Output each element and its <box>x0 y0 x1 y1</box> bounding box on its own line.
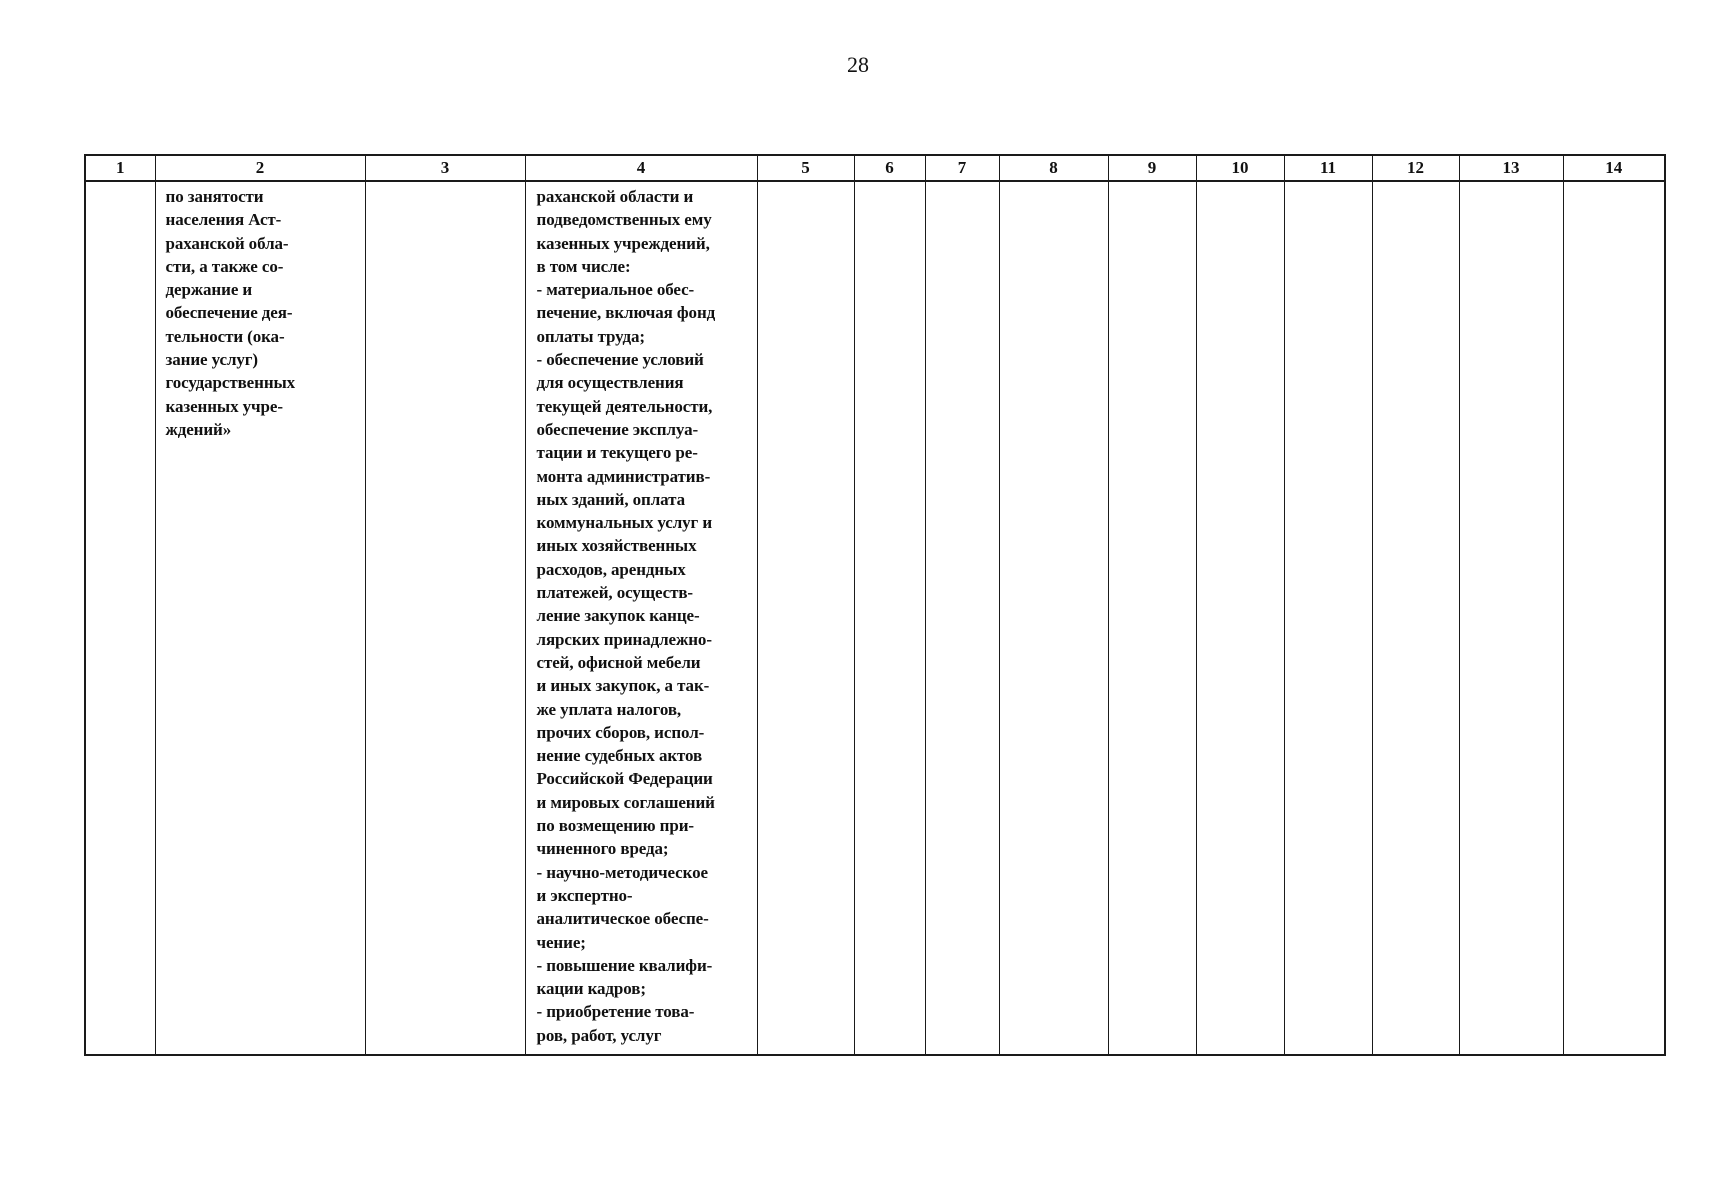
column-header: 2 <box>155 155 365 181</box>
table-container <box>84 154 1664 1056</box>
cell-text-details: раханской области и подведомственных ему казенных учреждений, в том числе: - материальное обес- печение, включая фонд оплаты труда; - обеспечение условий для осуществления текущей деятельности, обеспечение эксплуа- тации и текущего ре- монта административ- ных зданий, оплата коммунальных услуг и иных хозяйственных расходов, арендных платежей, осуществ- ление закупок канце- лярских принадлежно- стей, офисной мебели и иных закупок, а так- же уплата налогов, прочих сборов, испол- нение судебных актов Российской Федерации и мировых соглашений по возмещению при- чиненного вреда; - научно-методическое и экспертно- аналитическое обеспе- чение; - повышение квалифи- кации кадров; - приобретение това- ров, работ, услуг <box>536 187 716 1045</box>
cell-text <box>86 182 155 185</box>
cell-text <box>1285 182 1372 185</box>
table-row <box>85 181 1665 1055</box>
column-header: 7 <box>925 155 999 181</box>
column-header: 3 <box>365 155 525 181</box>
cell-text <box>1564 182 1665 185</box>
column-header: 4 <box>525 155 757 181</box>
table-cell-col10 <box>1196 181 1284 1055</box>
page-number: 28 <box>847 52 869 77</box>
table-cell-col7 <box>925 181 999 1055</box>
cell-text-description: по занятости населения Аст- раханской обла- сти, а также со- держание и обеспечение дея- тельности (ока- зание услуг) государственных казенных учре- ждений» <box>165 187 296 439</box>
table-cell-col14 <box>1563 181 1665 1055</box>
column-header: 14 <box>1563 155 1665 181</box>
table-cell-col6 <box>854 181 925 1055</box>
table-cell-col8 <box>999 181 1108 1055</box>
table-cell-col4 <box>525 181 757 1055</box>
table-cell-col13 <box>1459 181 1563 1055</box>
cell-text <box>366 182 525 185</box>
table-cell-col5 <box>757 181 854 1055</box>
header-row <box>85 155 1665 181</box>
table-cell-col2 <box>155 181 365 1055</box>
column-header: 5 <box>757 155 854 181</box>
column-header: 1 <box>85 155 155 181</box>
cell-text <box>1109 182 1196 185</box>
cell-text <box>1460 182 1563 185</box>
table-cell-col3 <box>365 181 525 1055</box>
cell-text <box>1000 182 1108 185</box>
table-cell-col1 <box>85 181 155 1055</box>
cell-text <box>855 182 925 185</box>
table-cell-col9 <box>1108 181 1196 1055</box>
cell-text <box>758 182 854 185</box>
column-header: 10 <box>1196 155 1284 181</box>
column-header: 13 <box>1459 155 1563 181</box>
column-header: 11 <box>1284 155 1372 181</box>
column-header: 6 <box>854 155 925 181</box>
table-cell-col12 <box>1372 181 1459 1055</box>
cell-text <box>1373 182 1459 185</box>
column-header: 9 <box>1108 155 1196 181</box>
table-cell-col11 <box>1284 181 1372 1055</box>
column-header: 12 <box>1372 155 1459 181</box>
column-header: 8 <box>999 155 1108 181</box>
cell-text <box>1197 182 1284 185</box>
data-table <box>84 154 1666 1056</box>
cell-text <box>926 182 999 185</box>
